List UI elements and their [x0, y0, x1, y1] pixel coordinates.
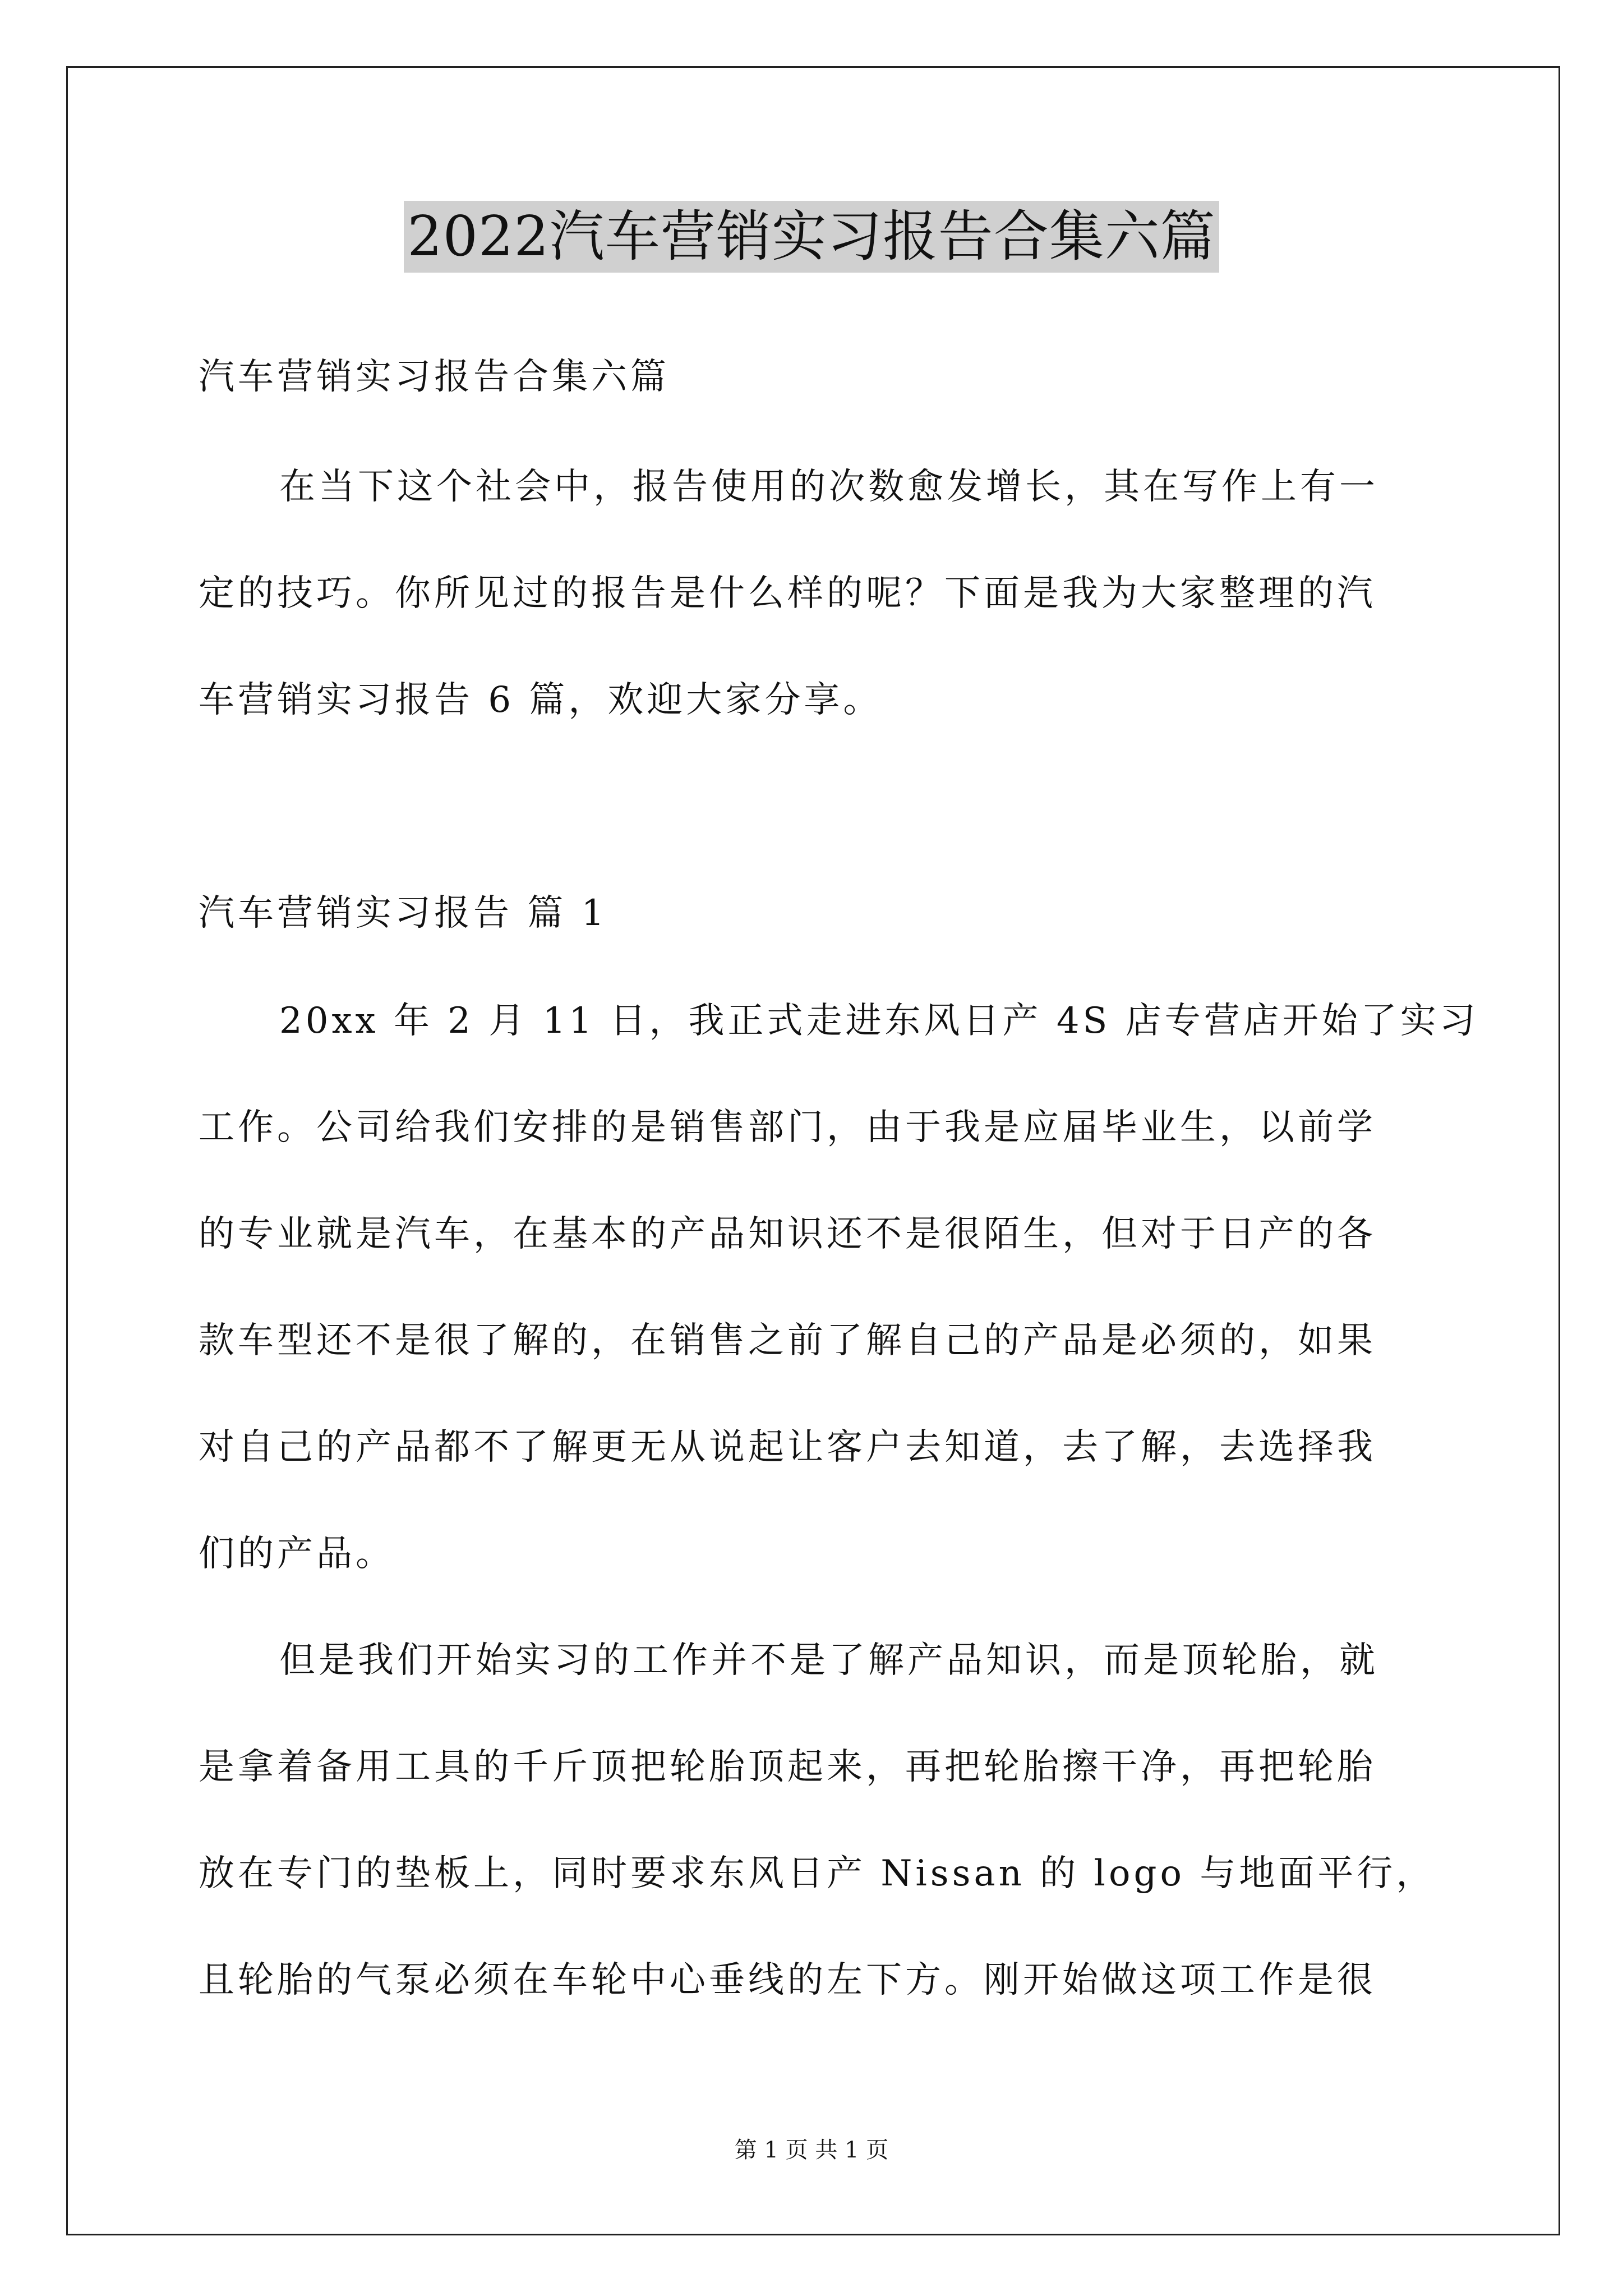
intro-line: 车营销实习报告 6 篇，欢迎大家分享。 — [199, 679, 883, 721]
paragraph-line: 款车型还不是很了解的，在销售之前了解自己的产品是必须的，如果 — [199, 1320, 1376, 1361]
page-footer: 第 1 页 共 1 页 — [734, 2137, 889, 2163]
paragraph-line: 工作。公司给我们安排的是销售部门，由于我是应届毕业生，以前学 — [199, 1107, 1376, 1148]
paragraph-line: 但是我们开始实习的工作并不是了解产品知识，而是顶轮胎，就 — [279, 1640, 1378, 1681]
paragraph-line: 且轮胎的气泵必须在车轮中心垂线的左下方。刚开始做这项工作是很 — [199, 1959, 1376, 2001]
paragraph-line: 们的产品。 — [199, 1533, 395, 1575]
subtitle: 汽车营销实习报告合集六篇 — [199, 356, 670, 398]
paragraph-line: 是拿着备用工具的千斤顶把轮胎顶起来，再把轮胎擦干净，再把轮胎 — [199, 1746, 1376, 1788]
title-container — [0, 201, 1623, 273]
paragraph-line: 放在专门的垫板上，同时要求东风日产 Nissan 的 logo 与地面平行， — [199, 1853, 1436, 1894]
paragraph-line: 对自己的产品都不了解更无从说起让客户去知道，去了解，去选择我 — [199, 1427, 1376, 1468]
intro-line: 定的技巧。你所见过的报告是什么样的呢？下面是我为大家整理的汽 — [199, 573, 1376, 614]
section-heading: 汽车营销实习报告 篇 1 — [199, 892, 608, 934]
intro-line: 在当下这个社会中，报告使用的次数愈发增长，其在写作上有一 — [279, 466, 1378, 508]
paragraph-line: 的专业就是汽车，在基本的产品知识还不是很陌生，但对于日产的各 — [199, 1213, 1376, 1255]
paragraph-line: 20xx 年 2 月 11 日，我正式走进东风日产 4S 店专营店开始了实习 — [279, 1000, 1479, 1042]
document-title: 2022汽车营销实习报告合集六篇 — [404, 201, 1219, 273]
